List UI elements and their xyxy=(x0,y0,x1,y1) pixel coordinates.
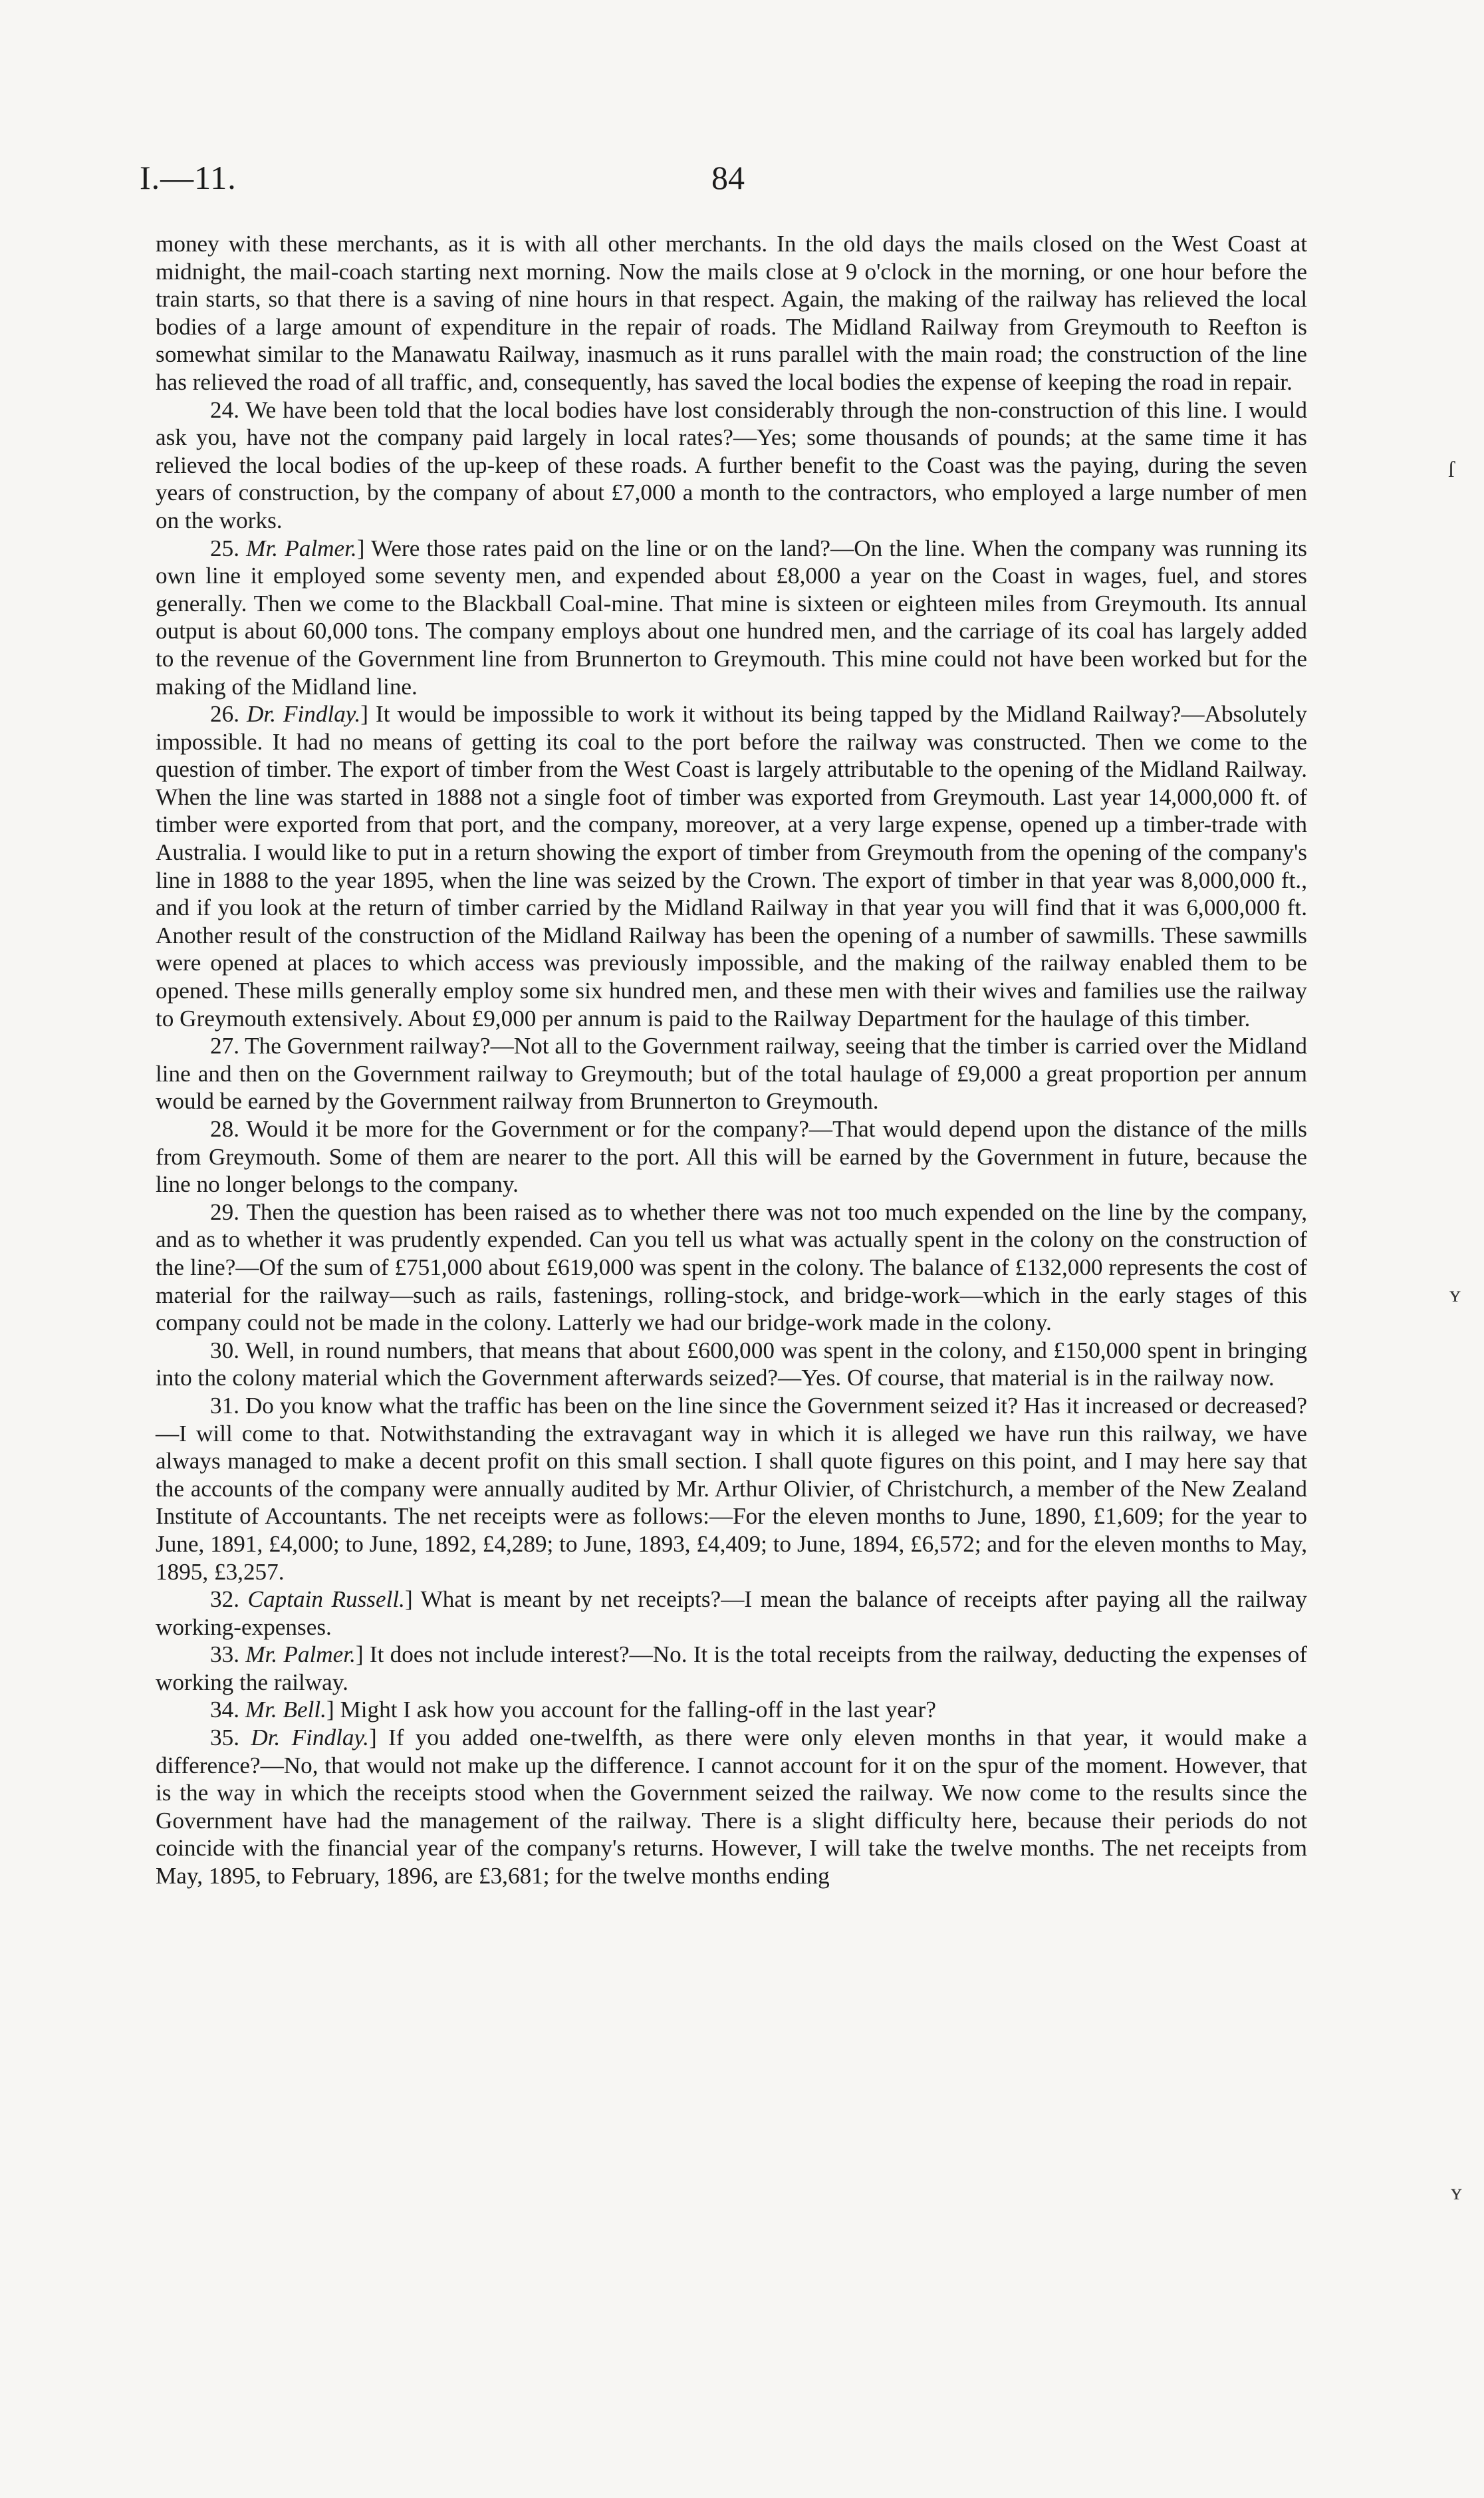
paragraph-text: ] It does not include interest?—No. It is the total receipts from the railway, deducting the expenses of working the railway. xyxy=(156,1641,1308,1695)
paragraph-q24 xyxy=(156,396,1307,535)
page-header xyxy=(140,158,1297,211)
paragraph-text: ] If you added one-twelfth, as there were only eleven months in that year, it would make a difference?—No, that would not make up the difference. I cannot account for it on the spur of the moment. However, that is the way in which the receipts stood when the Government seized the railway. We now come to the results since the Government have had the management of the railway. There is a slight difficulty here, because their periods do not coincide with the financial year of the company's returns. However, I will take the twelve months. The net receipts from May, 1895, to February, 1896, are £3,681; for the twelve months ending xyxy=(156,1725,1308,1889)
question-number: 26. xyxy=(210,701,247,728)
paragraph-text: 30. Well, in round numbers, that means that about £600,000 was spent in the colony, and £150,000 spent in bringing into the colony material which the Government afterwards seized?—Yes. Of course, that material is in the railway now. xyxy=(156,1337,1307,1391)
document-reference: I.—11. xyxy=(140,159,237,196)
margin-mark: ʏ xyxy=(1451,2180,1462,2205)
paragraph-text: ] What is meant by net receipts?—I mean the balance of receipts after paying all the railway working-expenses. xyxy=(156,1586,1307,1640)
speaker: Captain Russell. xyxy=(247,1586,405,1613)
question-number: 34. xyxy=(210,1697,245,1723)
page-number: 84 xyxy=(711,159,745,196)
paragraph-text: ] Were those rates paid on the line or on the land?—On the line. When the company was running its own line it employed some seventy men, and expended about £8,000 a year on the Coast in wages, fuel, and stores generally. Then we come to the Blackball Coal-mine. That mine is sixteen or eighteen miles from Greymouth. Its annual output is about 60,000 tons. The company employs about one hundred men, and the carriage of its coal has largely added to the revenue of the Government line from Brunnerton to Greymouth. This mine could not have been worked but for the making of the Midland line. xyxy=(156,535,1307,700)
paragraph-text: ] It would be impossible to work it without its being tapped by the Midland Railway?—Absolutely impossible. It had no means of getting its coal to the port before the railway was constructed. Then we come to the question of timber. The export of timber from the West Coast is largely attributable to the opening of the Midland Railway. When the line was started in 1888 not a single foot of timber was exported from Greymouth. Last year 14,000,000 ft. of timber were exported from that port, and the company, moreover, at a very large expense, opened up a timber-trade with Australia. I would like to put in a return showing the export of timber from Greymouth from the opening of the company's line in 1888 to the year 1895, when the line was seized by the Crown. The export of timber in that year was 8,000,000 ft., and if you look at the return of timber carried by the Midland Railway in that year you will find that it was 6,000,000 ft. Another result of the construction of the Midland Railway has been the opening of a number of sawmills. These sawmills were opened at places to which access was previously impossible, and the making of the railway enabled them to be opened. These mills generally employ some six hundred men, and these men with their wives and families use the railway to Greymouth extensively. About £9,000 per annum is paid to the Railway Department for the haulage of this timber. xyxy=(156,701,1307,1032)
question-number: 25. xyxy=(210,535,247,561)
paragraph-q33 xyxy=(156,1641,1307,1696)
paragraph-q35 xyxy=(156,1724,1307,1890)
speaker: Dr. Findlay. xyxy=(246,701,361,728)
paragraph-q29 xyxy=(156,1198,1307,1337)
paragraph-text: 24. We have been told that the local bodies have lost considerably through the non-construction of this line. I would ask you, have not the company paid largely in local rates?—Yes; some thousands of pounds; at the same time it has relieved the local bodies of the up-keep of these roads. A further benefit to the Coast was the paying, during the seven years of construction, by the company of about £7,000 a month to the contractors, who employed a large number of men on the works. xyxy=(156,396,1307,533)
paragraph-text: ] Might I ask how you account for the falling-off in the last year? xyxy=(326,1697,936,1723)
question-number: 35. xyxy=(210,1725,251,1751)
paragraph-q28 xyxy=(156,1115,1307,1198)
speaker: Mr. Bell. xyxy=(245,1697,326,1723)
paragraph-q26 xyxy=(156,700,1307,1032)
paragraph-text: money with these merchants, as it is with all other merchants. In the old days the mails closed on the West Coast at midnight, the mail-coach starting next morning. Now the mails close at 9 o'clock in the morning, or one hour before the train starts, so that there is a saving of nine hours in that respect. Again, the making of the railway has relieved the local bodies of a large amount of expenditure in the repair of roads. The Midland Railway from Greymouth to Reefton is somewhat similar to the Manawatu Railway, inasmuch as it runs parallel with the main road; the construction of the line has relieved the road of all traffic, and, consequently, has saved the local bodies the expense of keeping the road in repair. xyxy=(156,231,1307,395)
margin-mark: ſ xyxy=(1448,458,1455,482)
speaker: Mr. Palmer. xyxy=(245,1641,356,1668)
question-number: 33. xyxy=(210,1641,246,1668)
paragraph-q31 xyxy=(156,1392,1307,1586)
paragraph-text: 31. Do you know what the traffic has been on the line since the Government seized it? Has it increased or decreased?—I will come to that. Notwithstanding the extravagant way in which it is alleged we have run this railway, we have always managed to make a decent profit on this small section. I shall quote figures on this point, and I may here say that the accounts of the company were annually audited by Mr. Arthur Olivier, of Christchurch, a member of the New Zealand Institute of Accountants. The net receipts were as follows:—For the eleven months to June, 1890, £1,609; for the year to June, 1891, £4,000; to June, 1892, £4,289; to June, 1893, £4,409; to June, 1894, £6,572; and for the eleven months to May, 1895, £3,257. xyxy=(156,1392,1307,1585)
page-body xyxy=(156,230,1307,1890)
paragraph-q27 xyxy=(156,1032,1307,1115)
paragraph-q32 xyxy=(156,1586,1307,1641)
speaker: Mr. Palmer. xyxy=(246,535,357,561)
paragraph-continuation xyxy=(156,230,1307,396)
paragraph-q30 xyxy=(156,1337,1307,1392)
paragraph-q25 xyxy=(156,535,1307,701)
paragraph-text: 29. Then the question has been raised as to whether there was not too much expended on the line by the company, and as to whether it was prudently expended. Can you tell us what was actually spent in the colony on the construction of the line?—Of the sum of £751,000 about £619,000 was spent in the colony. The balance of £132,000 represents the cost of material for the railway—such as rails, fastenings, rolling-stock, and bridge-work—which in the early stages of this company could not be made in the colony. Latterly we had our bridge-work made in the colony. xyxy=(156,1198,1307,1336)
paragraph-text: 28. Would it be more for the Government or for the company?—That would depend upon the distance of the mills from Greymouth. Some of them are nearer to the port. All this will be earned by the Government in future, because the line no longer belongs to the company. xyxy=(156,1116,1307,1198)
speaker: Dr. Findlay. xyxy=(251,1725,369,1751)
question-number: 32. xyxy=(210,1586,248,1613)
paragraph-text: 27. The Government railway?—Not all to the Government railway, seeing that the timber is carried over the Midland line and then on the Government railway to Greymouth; but of the total haulage of £9,000 a great proportion per annum would be earned by the Government railway from Brunnerton to Greymouth. xyxy=(156,1033,1307,1115)
paragraph-q34 xyxy=(156,1696,1307,1724)
margin-mark: ʏ xyxy=(1449,1282,1461,1307)
